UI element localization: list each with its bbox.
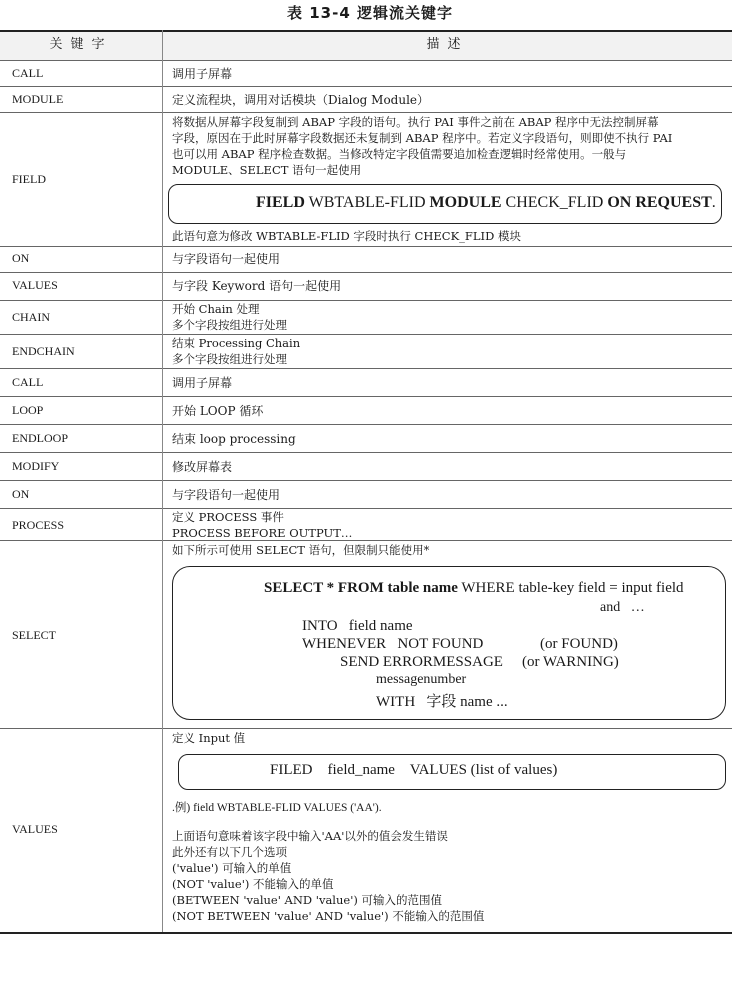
keyword-loop: LOOP [12, 403, 44, 417]
desc-select: 如下所示可使用 SELECT 语句，但限制只能使用* [172, 543, 430, 557]
keyword-call: CALL [12, 66, 44, 80]
desc-field-line2: 字段，原因在于此时屏幕字段数据还未复制到 ABAP 程序中。若定义字段语句，则即使不执行 PAI [172, 131, 673, 145]
values-note-5: (BETWEEN 'value' AND 'value') 可输入的范围值 [172, 893, 443, 907]
keyword-on-2: ON [12, 487, 30, 501]
desc-field-note: 此语句意为修改 WBTABLE-FLID 字段时执行 CHECK_FLID 模块 [172, 229, 521, 243]
keyword-values: VALUES [12, 278, 58, 292]
values-note-2: 此外还有以下几个选项 [172, 845, 287, 859]
desc-endchain-line1: 结束 Processing Chain [172, 336, 301, 350]
keyword-module: MODULE [12, 92, 64, 106]
desc-chain-line1: 开始 Chain 处理 [172, 302, 260, 316]
desc-module: 定义流程块，调用对话模块（Dialog Module） [172, 93, 430, 107]
desc-call-2: 调用子屏幕 [172, 376, 233, 390]
keyword-process: PROCESS [12, 518, 65, 532]
keyword-endchain: ENDCHAIN [12, 344, 75, 358]
desc-call: 调用子屏幕 [172, 67, 233, 81]
header-keyword: 关键字 [0, 30, 162, 60]
select-code-line4a: WHENEVER NOT FOUND [302, 636, 484, 652]
values-note-6: (NOT BETWEEN 'value' AND 'value') 不能输入的范围值 [172, 909, 485, 923]
desc-field-line4: MODULE、SELECT 语句一起使用 [172, 163, 362, 177]
keyword-endloop: ENDLOOP [12, 431, 68, 445]
keyword-field: FIELD [12, 172, 46, 186]
desc-process-line2: PROCESS BEFORE OUTPUT… [172, 526, 353, 540]
desc-values: 与字段 Keyword 语句一起使用 [172, 279, 342, 293]
values-example: .例) field WBTABLE-FLID VALUES ('AA'). [172, 802, 382, 814]
desc-values-2: 定义 Input 值 [172, 731, 246, 745]
select-code-line1: SELECT * FROM table name WHERE table-key field = input field [264, 580, 684, 596]
values-code-statement: FILED field_name VALUES (list of values) [270, 762, 558, 778]
header-description: 描述 [163, 30, 732, 60]
desc-endloop: 结束 loop processing [172, 432, 296, 446]
desc-modify: 修改屏幕表 [172, 460, 233, 474]
keyword-modify: MODIFY [12, 459, 60, 473]
select-code-line7: WITH 字段 name ... [376, 694, 508, 710]
select-code-line5a: SEND ERRORMESSAGE [340, 654, 503, 670]
keyword-call-2: CALL [12, 375, 44, 389]
select-code-line5b: (or WARNING) [522, 654, 619, 670]
keyword-values-2: VALUES [12, 822, 58, 836]
desc-field-line3: 也可以用 ABAP 程序检查数据。当修改特定字段值需要追加检查逻辑时经常使用。一般与 [172, 147, 627, 161]
field-code-statement: FIELD WBTABLE-FLID MODULE CHECK_FLID ON REQUEST. [256, 194, 716, 211]
keyword-chain: CHAIN [12, 310, 50, 324]
desc-field-line1: 将数据从屏幕字段复制到 ABAP 字段的语句。执行 PAI 事件之前在 ABAP 程序中无法控制屏幕 [172, 115, 659, 129]
values-note-4: (NOT 'value') 不能输入的单值 [172, 877, 334, 891]
select-code-line3: INTO field name [302, 618, 413, 634]
table-title: 表 13-4 逻辑流关键字 [287, 4, 453, 22]
values-note-1: 上面语句意味着该字段中输入'AA'以外的值会发生错误 [172, 829, 448, 843]
desc-endchain-line2: 多个字段按组进行处理 [172, 352, 287, 366]
select-code-line6: messagenumber [376, 672, 467, 687]
values-note-3: ('value') 可输入的单值 [172, 861, 292, 875]
desc-on: 与字段语句一起使用 [172, 252, 281, 266]
desc-on-2: 与字段语句一起使用 [172, 488, 281, 502]
select-code-line2: and … [600, 600, 645, 615]
desc-chain-line2: 多个字段按组进行处理 [172, 318, 287, 332]
desc-loop: 开始 LOOP 循环 [172, 404, 264, 418]
keyword-select: SELECT [12, 628, 56, 642]
desc-process-line1: 定义 PROCESS 事件 [172, 510, 284, 524]
keyword-on: ON [12, 251, 30, 265]
select-code-line4b: (or FOUND) [540, 636, 618, 652]
